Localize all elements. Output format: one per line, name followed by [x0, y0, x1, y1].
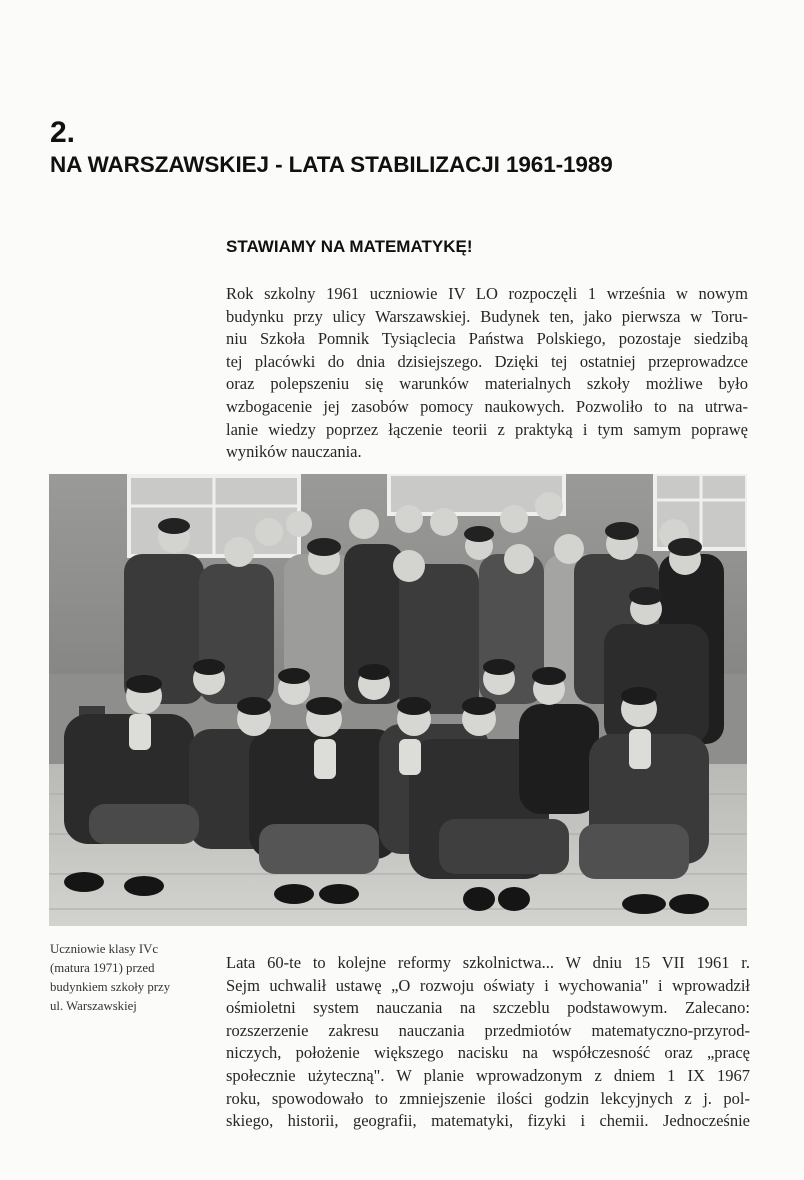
paragraph-intro	[226, 283, 748, 464]
paragraph-line: budynku przy ulicy Warszawskiej. Budynek ten, jako pierwsza w Toru-	[226, 306, 748, 326]
paragraph-line: lanie wiedzy poprzez łączenie teorii z praktyką i tym samym poprawę	[226, 419, 748, 439]
class-group-photo	[49, 474, 747, 926]
paragraph-line: niczych, położenie większego nacisku na współczesność oraz „pracę	[226, 1043, 750, 1063]
caption-line: Uczniowie klasy IVc	[50, 942, 159, 956]
caption-line: ul. Warszawskiej	[50, 999, 137, 1013]
paragraph-line: Lata 60-te to kolejne reformy szkolnictwa... W dniu 15 VII 1961 r.	[226, 953, 750, 972]
chapter-number: 2.	[50, 116, 76, 149]
paragraph-reforms	[226, 952, 750, 1133]
paragraph-line: niu Szkoła Pomnik Tysiąclecia Państwa Polskiego, pozostaje siedzibą	[226, 329, 748, 349]
paragraph-line: skiego, historii, geografii, matematyki, fizyki i chemii. Jednocześnie	[226, 1111, 750, 1131]
paragraph-line: oraz polepszeniu się warunków materialnych szkoły możliwe było	[226, 374, 748, 394]
paragraph-line: wzbogacenie jej zasobów pomocy naukowych. Pozwoliło to na utrwa-	[226, 396, 748, 416]
section-title: STAWIAMY NA MATEMATYKĘ!	[226, 237, 473, 256]
paragraph-line: roku, spowodowało to zmniejszenie ilości godzin lekcyjnych z j. pol-	[226, 1088, 750, 1108]
caption-line: (matura 1971) przed	[50, 961, 155, 975]
paragraph-line: Rok szkolny 1961 uczniowie IV LO rozpoczęli 1 września w nowym	[226, 284, 748, 303]
paragraph-line: wyników nauczania.	[226, 442, 362, 462]
paragraph-line: rozszerzenie zakresu nauczania przedmiotów matematyczno-przyrod-	[226, 1020, 750, 1040]
paragraph-line: ośmioletni system nauczania na szczeblu podstawowym. Zalecano:	[226, 998, 750, 1018]
caption-line: budynkiem szkoły przy	[50, 980, 171, 994]
paragraph-line: Sejm uchwalił ustawę „O rozwoju oświaty i wychowania" i wprowadził	[226, 975, 750, 995]
paragraph-line: społecznie użyteczną". W planie wprowadzonym z dniem 1 IX 1967	[226, 1065, 750, 1085]
chapter-title: NA WARSZAWSKIEJ - LATA STABILIZACJI 1961-1989	[50, 152, 613, 177]
photo-caption	[50, 940, 200, 1016]
paragraph-line: tej placówki do dnia dzisiejszego. Dzięki tej ostatniej przeprowadzce	[226, 351, 748, 371]
